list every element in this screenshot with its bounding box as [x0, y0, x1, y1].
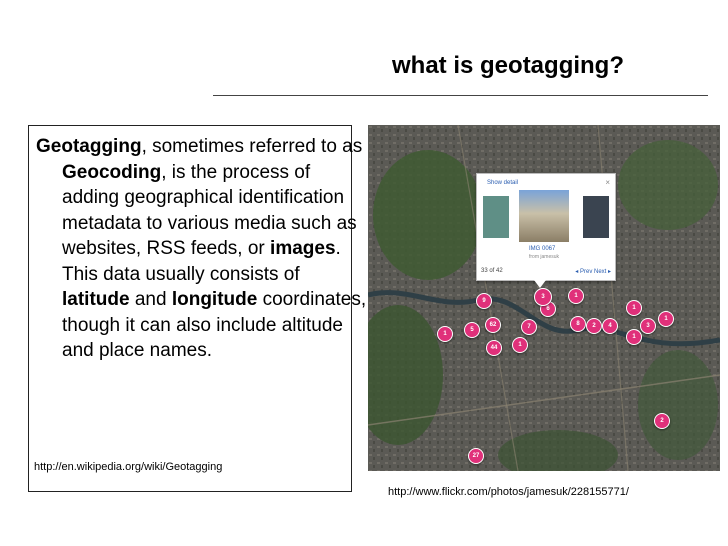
prev-next-nav[interactable]: ◂ Prev Next ▸: [575, 269, 611, 275]
map-pin[interactable]: 1: [658, 311, 674, 327]
term-latitude: latitude: [62, 289, 130, 310]
map-pin[interactable]: 1: [626, 300, 642, 316]
map-pin[interactable]: 1: [512, 337, 528, 353]
map-pin[interactable]: 44: [486, 340, 502, 356]
map-pin[interactable]: 2: [654, 413, 670, 429]
map-pin[interactable]: 1: [437, 326, 453, 342]
definition-text-3: . This data usually consists of: [62, 238, 341, 285]
satellite-map[interactable]: [368, 125, 720, 471]
map-pin[interactable]: 62: [485, 317, 501, 333]
definition-text-2: , is the process of adding geographical identification metadata to various media such as websites, RSS feeds, or: [62, 161, 357, 259]
photo-main-thumbnail[interactable]: [519, 190, 569, 242]
map-pin-selected[interactable]: 3: [534, 288, 552, 306]
title-divider: [213, 95, 708, 96]
show-detail-link[interactable]: Show detail: [487, 180, 519, 186]
map-pin[interactable]: 9: [476, 293, 492, 309]
photo-name-link[interactable]: IMG 0067: [529, 246, 556, 252]
flickr-source-link[interactable]: http://www.flickr.com/photos/jamesuk/228155771/: [388, 486, 629, 498]
map-pin[interactable]: 6: [540, 301, 556, 317]
map-pin[interactable]: 27: [468, 448, 484, 464]
definition-paragraph: [36, 134, 372, 364]
popup-pointer: [534, 280, 546, 288]
term-longitude: longitude: [171, 289, 258, 310]
map-pin[interactable]: 7: [521, 319, 537, 335]
photo-popup[interactable]: [476, 173, 616, 281]
definition-box: [28, 125, 367, 492]
photo-owner: from jamesuk: [529, 254, 560, 260]
term-geotagging: Geotagging: [36, 136, 142, 157]
photo-thumbnail-right[interactable]: [583, 196, 609, 238]
close-icon[interactable]: ×: [605, 178, 610, 187]
map-pin[interactable]: 8: [570, 316, 586, 332]
definition-text-4: and: [129, 289, 172, 310]
definition-text-5: coordinates, though it can also include altitude and place names.: [62, 289, 367, 361]
map-pin[interactable]: 4: [602, 318, 618, 334]
term-images: images: [270, 238, 336, 259]
term-geocoding: Geocoding: [62, 161, 162, 183]
map-pin[interactable]: 3: [640, 318, 656, 334]
photo-thumbnail-left[interactable]: [483, 196, 509, 238]
map-pin[interactable]: 1: [568, 288, 584, 304]
photo-count: 33 of 42: [481, 268, 503, 274]
map-pin[interactable]: 1: [626, 329, 642, 345]
definition-text-1: , sometimes referred to as: [141, 136, 363, 157]
map-pin[interactable]: 2: [586, 318, 602, 334]
slide-title: what is geotagging?: [392, 52, 624, 79]
wikipedia-source-link[interactable]: http://en.wikipedia.org/wiki/Geotagging: [34, 461, 223, 473]
map-pin[interactable]: 5: [464, 322, 480, 338]
